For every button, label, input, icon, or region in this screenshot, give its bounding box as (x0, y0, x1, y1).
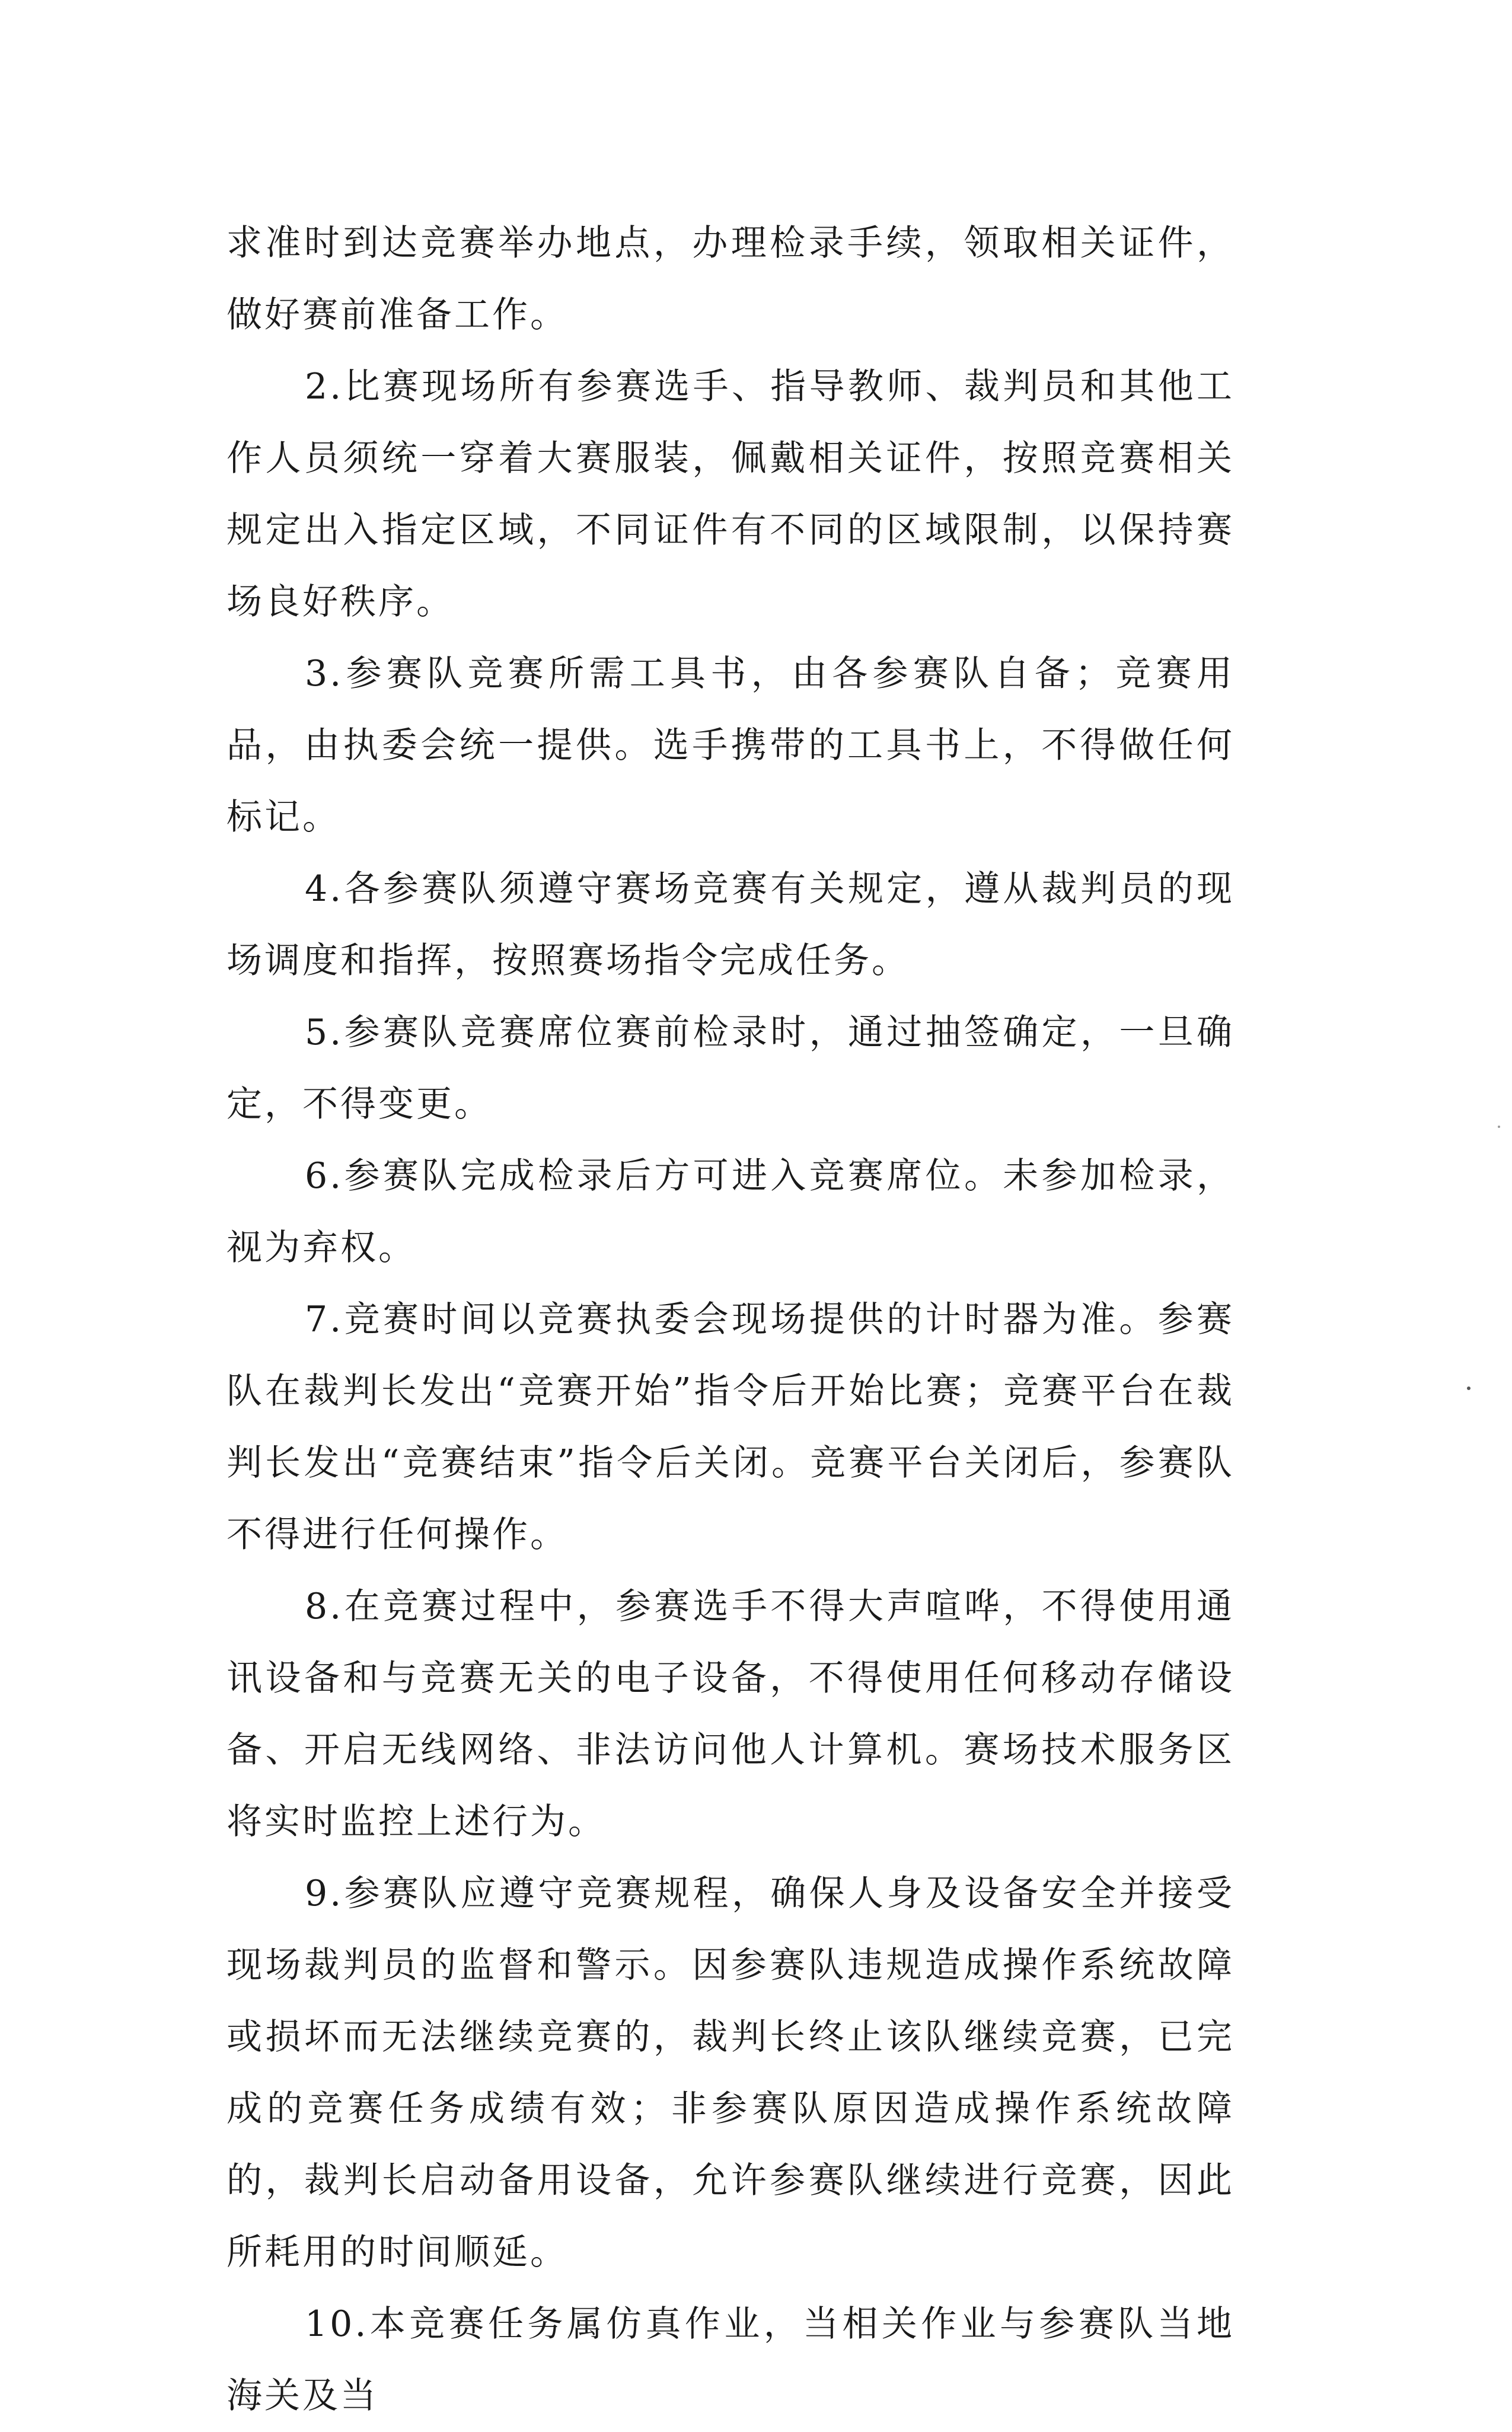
paragraph-item-5: 5.参赛队竞赛席位赛前检录时，通过抽签确定，一旦确定，不得变更。 (227, 1012, 1235, 1125)
paragraph-item-6: 6.参赛队完成检录后方可进入竞赛席位。未参加检录，视为弃权。 (227, 1155, 1235, 1268)
paragraph-item-10: 10.本竞赛任务属仿真作业，当相关作业与参赛队当地海关及当 (227, 2303, 1235, 2417)
paragraph-item-9: 9.参赛队应遵守竞赛规程，确保人身及设备安全并接受现场裁判员的监督和警示。因参赛队违规造成操作系统故障或损坏而无法继续竞赛的，裁判长终止该队继续竞赛，已完成的竞赛任务成绩有效；非参赛队原因造成操作系统故障的，裁判长启动备用设备，允许参赛队继续进行竞赛，因此所耗用的时间顺延。 (227, 1873, 1235, 2273)
paragraph-item-8: 8.在竞赛过程中，参赛选手不得大声喧哗，不得使用通讯设备和与竞赛无关的电子设备，不得使用任何移动存储设备、开启无线网络、非法访问他人计算机。赛场技术服务区将实时监控上述行为。 (227, 1586, 1235, 1843)
scan-speck (1467, 1386, 1470, 1390)
document-body (227, 208, 1235, 2432)
paragraph-item-2: 2.比赛现场所有参赛选手、指导教师、裁判员和其他工作人员须统一穿着大赛服装，佩戴相关证件，按照竞赛相关规定出入指定区域，不同证件有不同的区域限制，以保持赛场良好秩序。 (227, 366, 1235, 623)
paragraph-item-4: 4.各参赛队须遵守赛场竞赛有关规定，遵从裁判员的现场调度和指挥，按照赛场指令完成任务。 (227, 868, 1235, 981)
paragraph-item-3: 3.参赛队竞赛所需工具书，由各参赛队自备；竞赛用品，由执委会统一提供。选手携带的工具书上，不得做任何标记。 (227, 653, 1235, 838)
paragraph-item-7: 7.竞赛时间以竞赛执委会现场提供的计时器为准。参赛队在裁判长发出“竞赛开始”指令后开始比赛；竞赛平台在裁判长发出“竞赛结束”指令后关闭。竞赛平台关闭后，参赛队不得进行任何操作。 (227, 1299, 1235, 1556)
scan-speck (1498, 1126, 1500, 1128)
paragraph-continuation: 求准时到达竞赛举办地点，办理检录手续，领取相关证件，做好赛前准备工作。 (227, 222, 1235, 336)
